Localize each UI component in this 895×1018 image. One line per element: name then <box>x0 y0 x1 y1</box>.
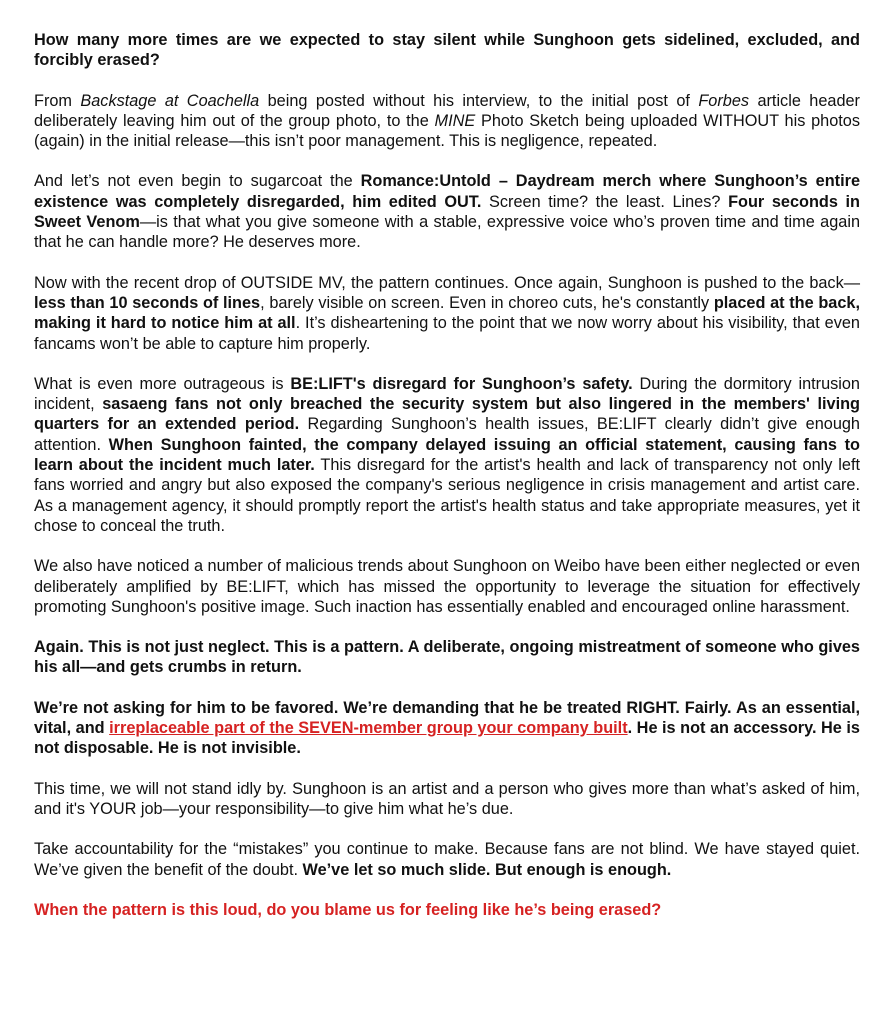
text-span: From <box>34 91 81 110</box>
text-span: Take accountability for the “mistakes” you continue to make. Because fans are not blind. We have stayed quiet. We’ve given the benefit of the doubt. <box>34 840 860 879</box>
bold-statement: . He is not an accessory. He is not disposable. He is not invisible. <box>34 719 860 758</box>
text-span: —is that what you give someone with a stable, expressive voice who’s proven time and time again that he can handle more? He deserves more. <box>34 213 860 252</box>
bold-emphasis: We’ve let so much slide. But enough is enough. <box>302 860 672 879</box>
bold-emphasis: Four seconds in Sweet Venom <box>34 192 860 232</box>
text-span: During the dormitory intrusion incident, <box>34 374 860 414</box>
bold-emphasis: sasaeng fans not only breached the security system but also lingered in the members' living quarters for an extended period. <box>34 395 860 434</box>
bold-emphasis: , <box>855 293 860 312</box>
paragraph-pattern-statement <box>34 637 860 678</box>
text-span: We also have noticed a number of malicious trends about Sunghoon on Weibo have been either neglected or even deliberately amplified by BE:LIFT, which has missed the opportunity to leverage the situation for effectively promoting Sunghoon's positive image. Such inaction has essentially enabled and encouraged online harassment. <box>34 557 860 616</box>
italic-title-coachella: Backstage at Coachella <box>80 91 260 110</box>
text-span: Now with the recent drop of OUTSIDE MV, the pattern continues. Once again, Sunghoon is pushed to the back— <box>34 273 860 292</box>
paragraph-opening-question <box>34 30 860 71</box>
opening-question-text: How many more times are we expected to stay silent while Sunghoon gets sidelined, excluded, and forcibly erased? <box>34 31 860 70</box>
text-span: This disregard for the artist's health and lack of transparency not only left fans worried and angry but also exposed the company's serious negligence in crisis management and artist care. As a management agency, it should promptly report the artist's health status and take appropriate measures, yet it chose to conceal the truth. <box>34 456 861 535</box>
text-span: , barely visible on screen. Even in choreo cuts, he's constantly <box>260 293 714 312</box>
italic-title-forbes: Forbes <box>698 91 750 110</box>
paragraph-weibo-trends <box>34 556 860 617</box>
paragraph-merch-and-lines <box>34 171 860 252</box>
text-span: being posted without his interview, to the initial post of <box>259 91 699 110</box>
paragraph-demands <box>34 698 860 759</box>
bold-emphasis: making it hard to notice him at all <box>34 314 296 333</box>
text-span: article header deliberately leaving him out of the group photo, to the <box>34 91 860 130</box>
bold-statement: Again. This is not just neglect. This is a pattern. A deliberate, ongoing mistreatment of someone who gives his all—and gets crumbs in return. <box>34 638 860 677</box>
text-span: Photo Sketch being uploaded WITHOUT his photos (again) in the initial release—this isn’t poor management. This is negligence, repeated. <box>34 111 861 151</box>
bold-emphasis: placed at the back <box>713 293 856 312</box>
text-span: Regarding Sunghoon’s health issues, BE:LIFT clearly didn’t give enough attention. <box>34 415 860 454</box>
italic-title-mine: MINE <box>434 111 476 130</box>
text-span: This time, we will not stand idly by. Sunghoon is an artist and a person who gives more than what’s asked of him, and it's YOUR job—your responsibility—to give him what he’s due. <box>34 779 860 818</box>
bold-emphasis: When Sunghoon fainted, the company delayed issuing an official statement, causing fans to learn about the incident much later. <box>34 435 860 475</box>
paragraph-safety-disregard <box>34 374 860 536</box>
paragraph-photo-exclusions <box>34 91 860 152</box>
bold-statement: We’re not asking for him to be favored. We’re demanding that he be treated RIGHT. Fairly. As an essential, vital, and <box>34 698 860 738</box>
bold-emphasis: less than 10 seconds of lines <box>34 293 261 312</box>
closing-question-text: When the pattern is this loud, do you blame us for feeling like he’s being erased? <box>34 900 662 919</box>
paragraph-outside-mv <box>34 273 860 354</box>
bold-emphasis: BE:LIFT's disregard for Sunghoon’s safety. <box>290 374 633 393</box>
text-span: What is even more outrageous is <box>34 374 291 393</box>
text-span: And let’s not even begin to sugarcoat the <box>34 172 361 191</box>
paragraph-not-standing-by <box>34 779 860 820</box>
text-span: Screen time? the least. Lines? <box>481 192 729 211</box>
paragraph-closing-question <box>34 900 860 920</box>
bold-emphasis: Romance:Untold – Daydream merch where Sunghoon’s entire existence was completely disregarded, him edited OUT. <box>34 172 860 211</box>
paragraph-accountability <box>34 839 860 880</box>
text-span: . It’s disheartening to the point that we now worry about his visibility, that even fancams won’t be able to capture him properly. <box>34 314 860 353</box>
irreplaceable-member-link[interactable]: irreplaceable part of the SEVEN-member group your company built <box>109 719 628 738</box>
